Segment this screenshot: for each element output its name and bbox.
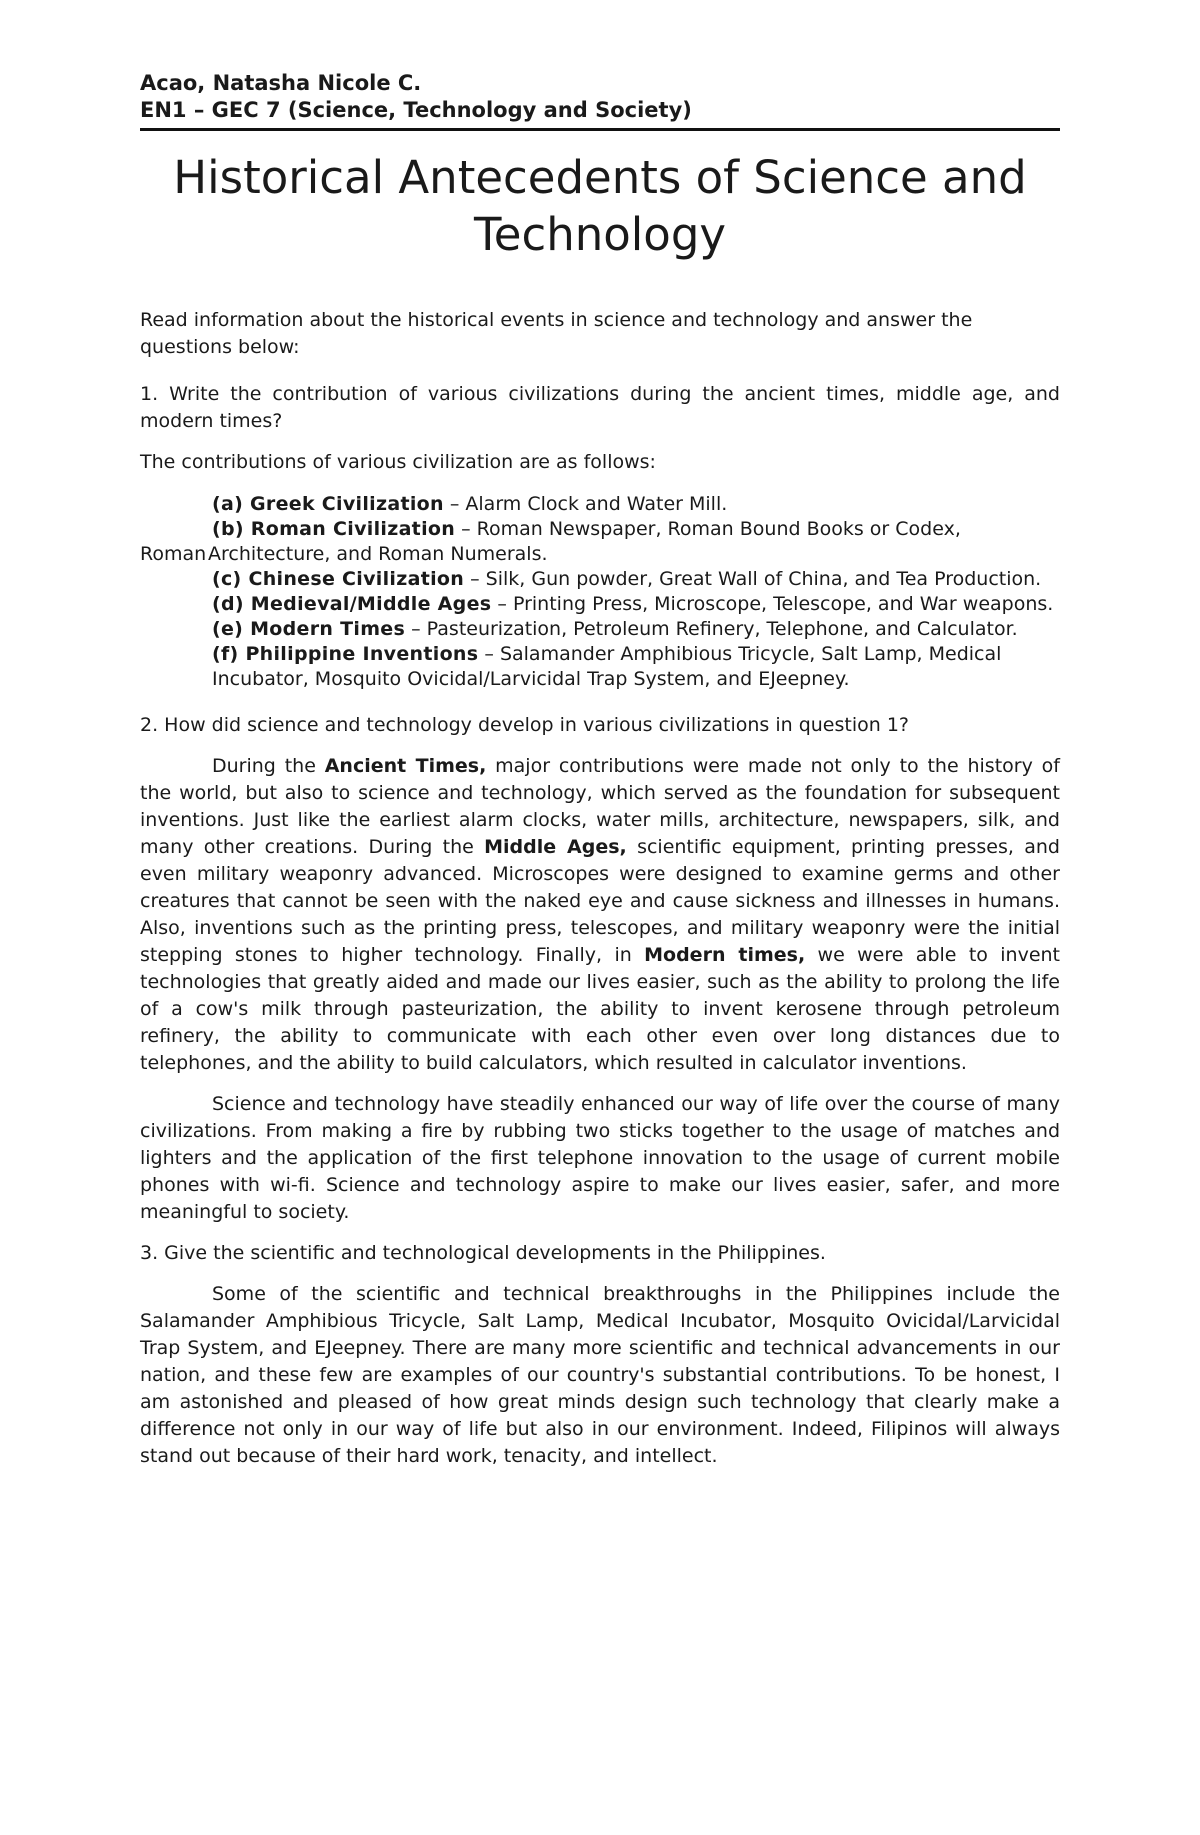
question-1: 1. Write the contribution of various civilizations during the ancient times, middle age, and modern times? — [140, 383, 1060, 432]
list-item — [140, 617, 1060, 642]
item-text: – Printing Press, Microscope, Telescope, and War weapons. — [491, 593, 1054, 615]
item-label: (f) Philippine Inventions — [212, 643, 479, 665]
item-text: – Salamander Amphibious Tricycle, Salt Lamp, Medical Incubator, Mosquito Ovicidal/Larvicidal Trap System, and EJeepney. — [212, 643, 1002, 690]
item-label: (b) Roman Civilization — [212, 518, 456, 540]
item-text: – Roman Newspaper, Roman Bound Books or Codex, — [455, 518, 961, 540]
emphasis-modern-times: Modern times, — [644, 944, 806, 966]
item-label: (c) Chinese Civilization — [212, 568, 465, 590]
item-label: (e) Modern Times — [212, 618, 406, 640]
emphasis-middle-ages: Middle Ages, — [484, 836, 627, 858]
item-text-cont-b: Architecture, and Roman Numerals. — [208, 543, 548, 565]
header-divider — [140, 128, 1060, 131]
q2-paragraph-2: Science and technology have steadily enhanced our way of life over the course of many civilizations. From making a fire by rubbing two sticks together to the usage of matches and lighters and the application of the first telephone innovation to the usage of current mobile phones with wi-fi. Science and technology aspire to make our lives easier, safer, and more meaningful to society. — [140, 1093, 1060, 1223]
text-run: scientific equipment, printing presses, and even military weaponry advanced. Microscopes were designed to examine germs and other creatures that cannot be seen with the naked eye and cause sickness and illnesses in humans. Also, inventions such as the printing press, telescopes, and military weaponry were the initial stepping stones to higher technology. Finally, in — [140, 836, 1060, 966]
list-item — [140, 567, 1060, 592]
item-label: (a) Greek Civilization — [212, 493, 444, 515]
list-item — [140, 592, 1060, 617]
q3-paragraph-1: Some of the scientific and technical breakthroughs in the Philippines include the Salamander Amphibious Tricycle, Salt Lamp, Medical Incubator, Mosquito Ovicidal/Larvicidal Trap System, and EJeepney. There are many more scientific and technical advancements in our nation, and these few are examples of our country's substantial contributions. To be honest, I am astonished and pleased of how great minds design such technology that clearly make a difference not only in our way of life but also in our environment. Indeed, Filipinos will always stand out because of their hard work, tenacity, and intellect. — [140, 1283, 1060, 1467]
item-text: – Alarm Clock and Water Mill. — [443, 493, 728, 515]
item-text-cont-a: Roman — [140, 543, 207, 565]
text-run: major contributions were made not only to the history of the world, but also to science and technology, which served as the foundation for subsequent inventions. Just like the earliest alarm clocks, water mills, architecture, newspapers, silk, and many other creations. During the — [140, 755, 1060, 858]
item-text: – Silk, Gun powder, Great Wall of China, and Tea Production. — [464, 568, 1042, 590]
page-title: Historical Antecedents of Science and Technology — [173, 151, 1027, 261]
q2-paragraph-1 — [140, 753, 1060, 1077]
list-item — [140, 517, 1060, 567]
text-run: During the — [212, 755, 325, 777]
text-run: we were able to invent technologies that greatly aided and made our lives easier, such as the ability to prolong the life of a cow's milk through pasteurization, the ability to invent kerosene through petroleum refinery, the ability to communicate with each other even over long distances due to telephones, and the ability to build calculators, which resulted in calculator inventions. — [140, 944, 1060, 1074]
item-text: – Pasteurization, Petroleum Refinery, Telephone, and Calculator. — [405, 618, 1018, 640]
question-2: 2. How did science and technology develop in various civilizations in question 1? — [140, 714, 909, 736]
emphasis-ancient-times: Ancient Times, — [324, 755, 487, 777]
intro-text: Read information about the historical events in science and technology and answer the questions below: — [140, 309, 973, 358]
list-item — [140, 642, 1060, 692]
author-name: Acao, Natasha Nicole C. — [140, 71, 422, 95]
q1-lead: The contributions of various civilization are as follows: — [140, 451, 656, 473]
question-3: 3. Give the scientific and technological developments in the Philippines. — [140, 1242, 826, 1264]
contributions-list — [140, 492, 1060, 692]
list-item — [140, 492, 1060, 517]
item-label: (d) Medieval/Middle Ages — [212, 593, 492, 615]
course-code: EN1 – GEC 7 (Science, Technology and Society) — [140, 98, 692, 122]
